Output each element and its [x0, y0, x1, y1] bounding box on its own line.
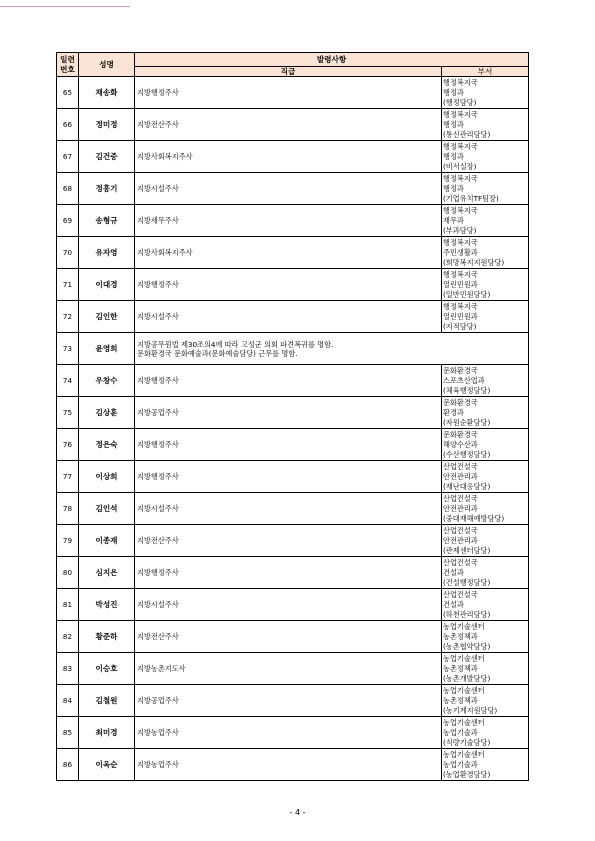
dept-line: (지적담당) — [443, 321, 477, 331]
dept-line: 문화환경국 — [443, 430, 478, 440]
table-row — [57, 333, 529, 365]
rank-cell: 지방시설주사 — [135, 589, 442, 621]
header-no-line2: 번호 — [60, 64, 75, 74]
table-row — [57, 557, 529, 589]
person-name: 이승호 — [79, 653, 135, 685]
rank-cell: 지방농업주사 — [135, 749, 442, 781]
row-number: 67 — [57, 141, 79, 173]
dept-cell — [442, 269, 529, 301]
table-row — [57, 621, 529, 653]
person-name: 김건중 — [79, 141, 135, 173]
dept-cell — [442, 589, 529, 621]
dept-line: 행정과 — [443, 151, 464, 161]
dept-line: 열린민원과 — [443, 279, 478, 289]
header-no-line1: 일련 — [60, 55, 75, 65]
row-number: 73 — [57, 333, 79, 365]
table-row — [57, 365, 529, 397]
dept-cell — [442, 429, 529, 461]
rank-cell: 지방농업주사 — [135, 717, 442, 749]
dept-line: 농촌정책과 — [443, 663, 478, 673]
rank-cell: 지방행정주사 — [135, 461, 442, 493]
dept-line: 산업건설국 — [443, 590, 478, 600]
dept-cell — [442, 749, 529, 781]
dept-line: 농업기술센터 — [443, 750, 485, 760]
dept-cell — [442, 141, 529, 173]
dept-line: 농업기술센터 — [443, 686, 485, 696]
row-number: 85 — [57, 717, 79, 749]
dept-line: (행정담당) — [443, 97, 477, 107]
page-number: - 4 - — [289, 808, 306, 817]
personnel-table — [56, 52, 529, 781]
header-rank: 직급 — [135, 67, 442, 77]
person-name: 박성진 — [79, 589, 135, 621]
header-no — [57, 53, 79, 77]
rank-cell: 지방시설주사 — [135, 493, 442, 525]
dept-line: 행정과 — [443, 87, 464, 97]
person-name: 황준하 — [79, 621, 135, 653]
dept-cell — [442, 205, 529, 237]
dept-cell — [442, 717, 529, 749]
rank-cell: 지방행정주사 — [135, 429, 442, 461]
table-row — [57, 173, 529, 205]
table-row — [57, 205, 529, 237]
rank-cell: 지방시설주사 — [135, 173, 442, 205]
action-note: 지방공무원법 제30조의4에 따라 고성군 의회 파견복귀를 명함. 문화환경국 문화예술과(문화예술담당) 근무를 명함. — [135, 333, 529, 365]
table-row — [57, 109, 529, 141]
dept-line: 열린민원과 — [443, 311, 478, 321]
person-name: 심지은 — [79, 557, 135, 589]
dept-cell — [442, 621, 529, 653]
dept-cell — [442, 525, 529, 557]
dept-line: 산업건설국 — [443, 558, 478, 568]
dept-line: 문화환경국 — [443, 366, 478, 376]
table-row — [57, 237, 529, 269]
row-number: 80 — [57, 557, 79, 589]
dept-cell — [442, 557, 529, 589]
rank-cell: 지방전산주사 — [135, 109, 442, 141]
dept-line: (자원순환담당) — [443, 417, 491, 427]
rank-cell: 지방세무주사 — [135, 205, 442, 237]
row-number: 68 — [57, 173, 79, 205]
dept-line: (체육행정담당) — [443, 385, 491, 395]
dept-line: 산업건설국 — [443, 526, 478, 536]
dept-line: (관제센터담당) — [443, 545, 491, 555]
person-name: 이종재 — [79, 525, 135, 557]
dept-line: 농촌정책과 — [443, 631, 478, 641]
dept-line: 건설과 — [443, 599, 464, 609]
person-name: 정흥기 — [79, 173, 135, 205]
dept-cell — [442, 301, 529, 333]
rank-cell: 지방행정주사 — [135, 557, 442, 589]
dept-cell — [442, 77, 529, 109]
dept-line: 산업건설국 — [443, 462, 478, 472]
dept-cell — [442, 173, 529, 205]
dept-line: 건설과 — [443, 567, 464, 577]
dept-line: (농기계지원담당) — [443, 705, 498, 715]
dept-line: (농촌개발담당) — [443, 673, 491, 683]
rank-cell: 지방행정주사 — [135, 77, 442, 109]
rank-cell: 지방공업주사 — [135, 397, 442, 429]
dept-line: 스포츠산업과 — [443, 375, 485, 385]
dept-line: (건설행정담당) — [443, 577, 491, 587]
person-name: 우창수 — [79, 365, 135, 397]
dept-line: 주민생활과 — [443, 247, 478, 257]
person-name: 이상희 — [79, 461, 135, 493]
row-number: 82 — [57, 621, 79, 653]
row-number: 72 — [57, 301, 79, 333]
dept-line: 산업건설국 — [443, 494, 478, 504]
dept-line: 환경과 — [443, 407, 464, 417]
dept-cell — [442, 653, 529, 685]
row-number: 76 — [57, 429, 79, 461]
dept-line: 농촌정책과 — [443, 695, 478, 705]
dept-line: 안전관리과 — [443, 503, 478, 513]
row-number: 66 — [57, 109, 79, 141]
row-number: 86 — [57, 749, 79, 781]
row-number: 81 — [57, 589, 79, 621]
table-body — [57, 77, 529, 781]
dept-line: (희망복지지원담당) — [443, 257, 505, 267]
dept-line: (식량기술담당) — [443, 737, 491, 747]
dept-cell — [442, 493, 529, 525]
person-name: 이옥순 — [79, 749, 135, 781]
dept-line: 행정복지국 — [443, 174, 478, 184]
person-name: 김인석 — [79, 493, 135, 525]
dept-line: (농촌협약담당) — [443, 641, 491, 651]
rank-cell: 지방전산주사 — [135, 525, 442, 557]
row-number: 71 — [57, 269, 79, 301]
person-name: 유자영 — [79, 237, 135, 269]
dept-line: 농업기술과 — [443, 759, 478, 769]
table-row — [57, 301, 529, 333]
row-number: 83 — [57, 653, 79, 685]
table-row — [57, 397, 529, 429]
rank-cell: 지방농촌지도사 — [135, 653, 442, 685]
rank-cell: 지방행정주사 — [135, 365, 442, 397]
dept-line: 재무과 — [443, 215, 464, 225]
person-name: 김상훈 — [79, 397, 135, 429]
dept-line: 행정과 — [443, 119, 464, 129]
dept-line: 안전관리과 — [443, 535, 478, 545]
dept-cell — [442, 109, 529, 141]
dept-line: 농업기술센터 — [443, 654, 485, 664]
table-row — [57, 717, 529, 749]
dept-line: (비서실장) — [443, 161, 477, 171]
dept-line: (통신관리담당) — [443, 129, 491, 139]
header-action: 발령사항 — [135, 53, 529, 67]
person-name: 김인한 — [79, 301, 135, 333]
dept-line: 농업기술센터 — [443, 718, 485, 728]
table-row — [57, 589, 529, 621]
dept-line: 행정과 — [443, 183, 464, 193]
row-number: 78 — [57, 493, 79, 525]
row-number: 79 — [57, 525, 79, 557]
table-row — [57, 429, 529, 461]
header-dept: 부서 — [442, 67, 529, 77]
row-number: 77 — [57, 461, 79, 493]
rank-cell: 지방행정주사 — [135, 269, 442, 301]
dept-line: (일반민원담당) — [443, 289, 491, 299]
dept-cell — [442, 397, 529, 429]
dept-line: 문화환경국 — [443, 398, 478, 408]
person-name: 최미경 — [79, 717, 135, 749]
dept-cell — [442, 365, 529, 397]
dept-line: 안전관리과 — [443, 471, 478, 481]
rank-cell: 지방시설주사 — [135, 301, 442, 333]
dept-line: (부과담당) — [443, 225, 477, 235]
row-number: 84 — [57, 685, 79, 717]
table-row — [57, 269, 529, 301]
dept-line: (기업유치TF팀장) — [443, 193, 499, 203]
rank-cell: 지방전산주사 — [135, 621, 442, 653]
row-number: 74 — [57, 365, 79, 397]
dept-line: 농업기술과 — [443, 727, 478, 737]
table-row — [57, 493, 529, 525]
row-number: 69 — [57, 205, 79, 237]
rank-cell: 지방사회복지주사 — [135, 141, 442, 173]
dept-line: (중대재해예방담당) — [443, 513, 505, 523]
row-number: 75 — [57, 397, 79, 429]
dept-line: 행정복지국 — [443, 238, 478, 248]
header-name: 성명 — [79, 53, 135, 77]
dept-line: (농업환경담당) — [443, 769, 491, 779]
table-row — [57, 141, 529, 173]
person-name: 윤영희 — [79, 333, 135, 365]
table-row — [57, 653, 529, 685]
dept-line: (수산행정담당) — [443, 449, 491, 459]
rank-cell: 지방공업주사 — [135, 685, 442, 717]
dept-line: (재난대응담당) — [443, 481, 491, 491]
person-name: 채송화 — [79, 77, 135, 109]
rank-cell: 지방사회복지주사 — [135, 237, 442, 269]
table-row — [57, 461, 529, 493]
dept-line: 행정복지국 — [443, 142, 478, 152]
person-name: 정은숙 — [79, 429, 135, 461]
dept-line: 해양수산과 — [443, 439, 478, 449]
row-number: 70 — [57, 237, 79, 269]
dept-cell — [442, 237, 529, 269]
dept-line: 농업기술센터 — [443, 622, 485, 632]
dept-line: 행정복지국 — [443, 78, 478, 88]
person-name: 송형규 — [79, 205, 135, 237]
top-decor-line — [0, 6, 130, 7]
person-name: 이대경 — [79, 269, 135, 301]
table-row — [57, 685, 529, 717]
dept-cell — [442, 461, 529, 493]
table-row — [57, 525, 529, 557]
person-name: 김철원 — [79, 685, 135, 717]
row-number: 65 — [57, 77, 79, 109]
dept-line: (하천관리담당) — [443, 609, 491, 619]
dept-line: 행정복지국 — [443, 206, 478, 216]
person-name: 정미정 — [79, 109, 135, 141]
dept-line: 행정복지국 — [443, 270, 478, 280]
dept-cell — [442, 685, 529, 717]
table-row — [57, 77, 529, 109]
dept-line: 행정복지국 — [443, 302, 478, 312]
table-row — [57, 749, 529, 781]
dept-line: 행정복지국 — [443, 110, 478, 120]
